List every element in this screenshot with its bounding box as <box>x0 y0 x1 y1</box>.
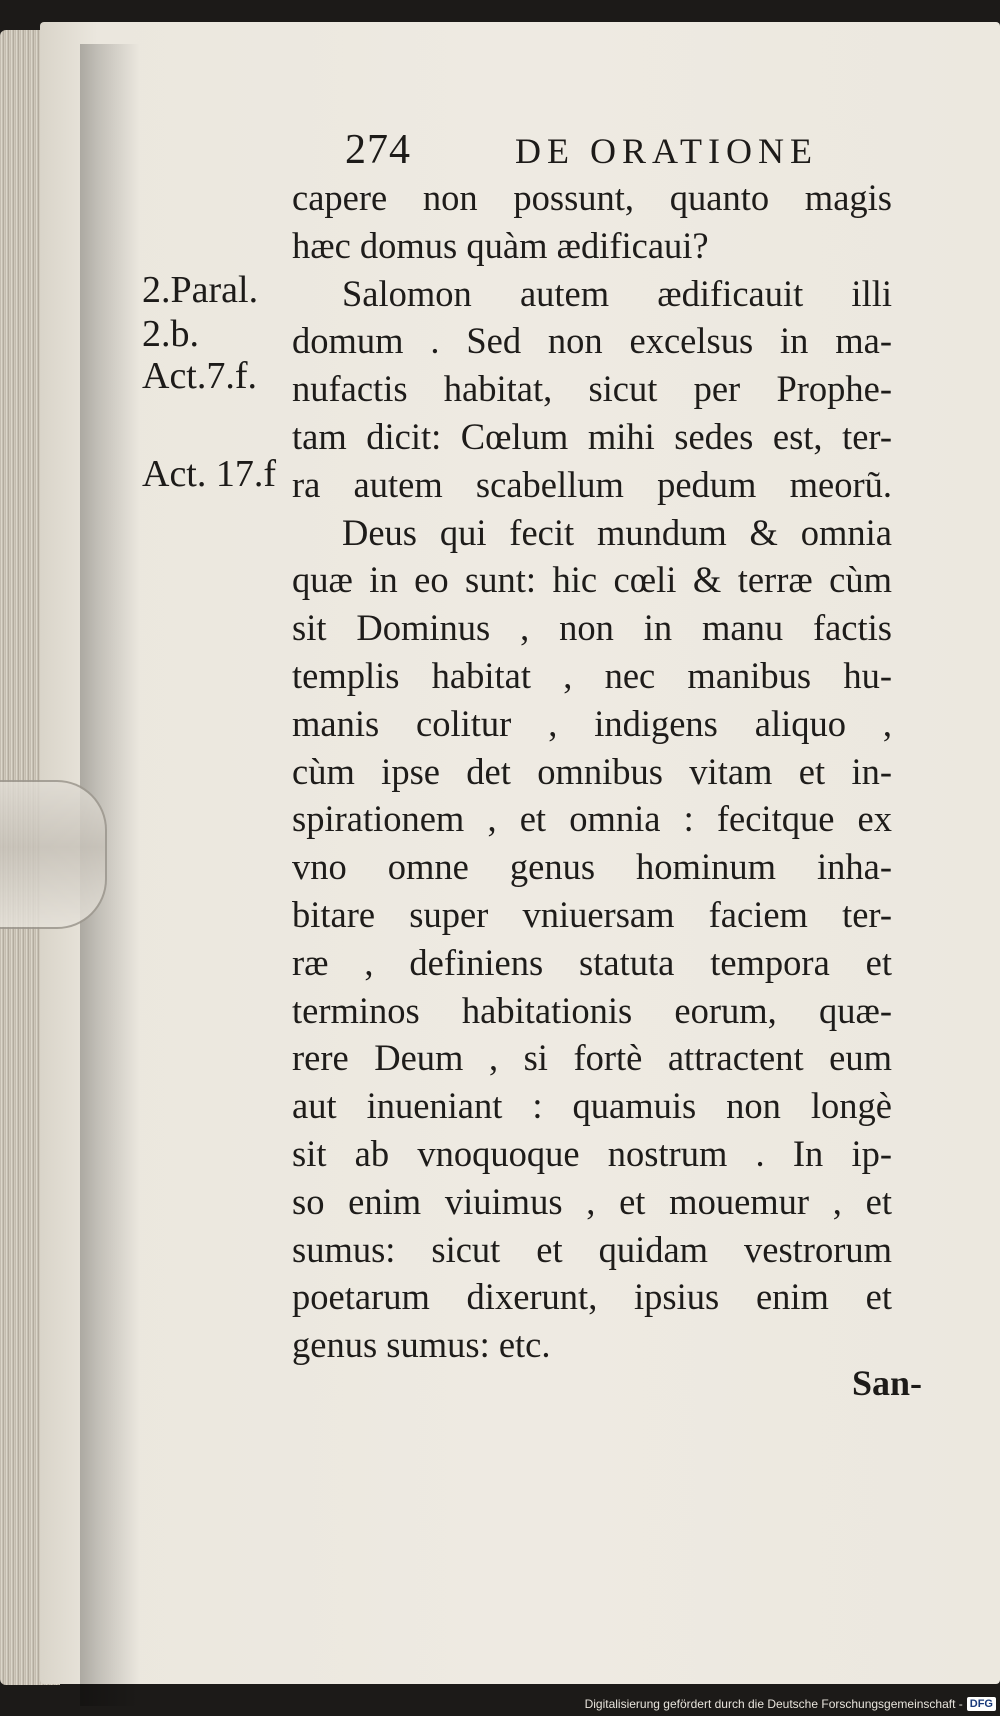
text-line: manis colitur , indigens aliquo , <box>292 702 892 744</box>
text-line: aut inueniant : quamuis non longè <box>292 1085 892 1127</box>
text-line: ra autem scabellum pedum meorũ. <box>292 463 892 505</box>
text-line: bitare super vniuersam faciem ter- <box>292 893 892 935</box>
catchword: San- <box>852 1363 923 1403</box>
page-number: 274 <box>345 127 411 173</box>
margin-note: Act. 17.f <box>142 453 277 495</box>
digitization-credit <box>585 1694 1000 1714</box>
text-line: cùm ipse det omnibus vitam et in- <box>292 750 892 792</box>
text-line: genus sumus: etc. <box>292 1324 551 1366</box>
margin-note: 2.b. <box>142 313 199 355</box>
margin-note: Act.7.f. <box>142 355 258 397</box>
text-line: Salomon autem ædificauit illi <box>342 272 892 314</box>
running-head: DE ORATIONE <box>515 131 818 171</box>
text-line: vno omne genus hominum inha- <box>292 846 892 888</box>
text-line: domum . Sed non excelsus in ma- <box>292 320 892 362</box>
text-line: templis habitat , nec manibus hu- <box>292 654 892 696</box>
text-line: sit Dominus , non in manu factis <box>292 607 892 649</box>
text-line: nufactis habitat, sicut per Prophe- <box>292 368 892 410</box>
text-line: capere non possunt, quanto magis <box>292 177 892 218</box>
bookmark-clip <box>0 780 107 929</box>
text-line: spirationem , et omnia : fecitque ex <box>292 798 892 840</box>
credit-text: Digitalisierung gefördert durch die Deutsche Forschungsgemeinschaft - <box>584 1697 963 1711</box>
text-line: tam dicit: Cœlum mihi sedes est, ter- <box>292 415 892 457</box>
text-line: hæc domus quàm ædificaui? <box>292 224 709 266</box>
text-line: terminos habitationis eorum, quæ- <box>292 989 892 1031</box>
margin-note: 2.Paral. <box>142 269 259 311</box>
text-line: sit ab vnoquoque nostrum . In ip- <box>292 1132 892 1174</box>
text-line: Deus qui fecit mundum & omnia <box>342 511 892 553</box>
text-line: sumus: sicut et quidam vestrorum <box>292 1228 892 1270</box>
text-line: so enim viuimus , et mouemur , et <box>292 1180 892 1222</box>
body-text <box>292 174 892 1369</box>
text-line: ræ , definiens statuta tempora et <box>292 941 892 983</box>
dfg-logo: DFG <box>967 1697 996 1711</box>
text-line: quæ in eo sunt: hic cœli & terræ cùm <box>292 559 892 601</box>
text-line: rere Deum , si fortè attractent eum <box>292 1037 892 1079</box>
text-line: poetarum dixerunt, ipsius enim et <box>292 1276 892 1318</box>
